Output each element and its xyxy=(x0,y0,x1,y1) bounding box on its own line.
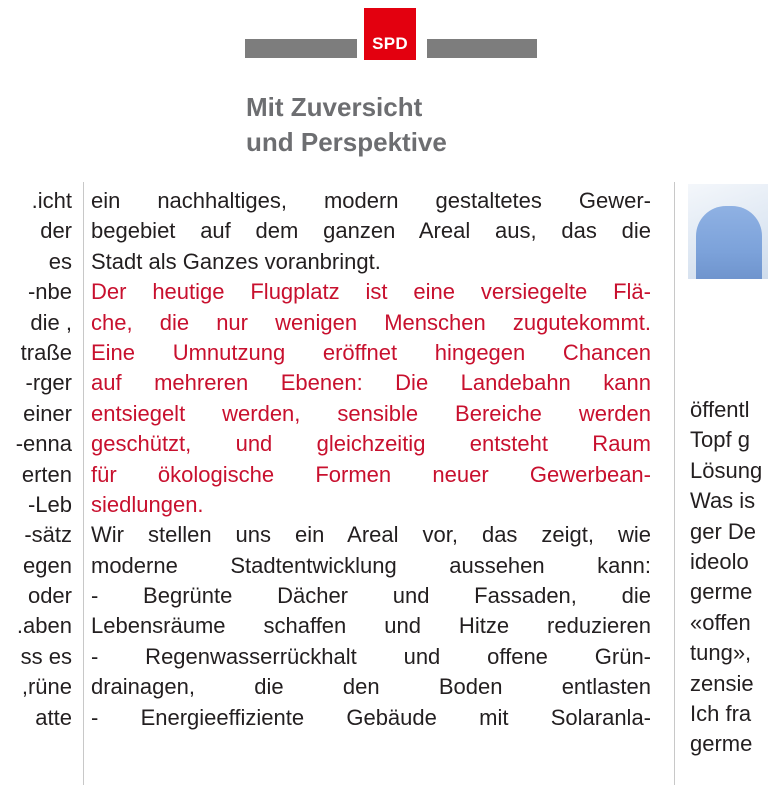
text-line: Wir stellen uns ein Areal vor, das zeigt, wie xyxy=(91,522,651,548)
text-line: ss es xyxy=(20,643,72,669)
text-line: atte xyxy=(35,704,72,730)
right-column xyxy=(690,395,768,760)
text-line: Der heutige Flugplatz ist eine versiegelte Flä- xyxy=(91,279,651,305)
tagline-line-2: und Perspektive xyxy=(246,127,447,157)
text-line: ideolo xyxy=(690,548,749,574)
text-line: Lösung xyxy=(690,457,763,483)
text-line: geschützt, und gleichzeitig entsteht Raum xyxy=(91,431,651,457)
text-line: ger De xyxy=(690,518,757,544)
portrait-shirt xyxy=(696,206,762,279)
tagline xyxy=(246,90,536,160)
list-item: - Energieeffiziente Gebäude mit Solaranla- xyxy=(91,704,651,730)
logo-bar-left xyxy=(245,39,357,58)
text-line: Topf g xyxy=(690,427,750,453)
text-line: oder xyxy=(27,583,72,609)
text-line: zensie xyxy=(690,670,754,696)
text-line: enna- xyxy=(15,431,72,457)
text-line: rüne, xyxy=(21,674,72,700)
middle-column xyxy=(91,186,651,733)
spd-logo: SPD xyxy=(364,8,416,60)
text-line: drainagen, die den Boden entlasten xyxy=(91,674,651,700)
text-line: moderne Stadtentwicklung aussehen kann: xyxy=(91,552,651,578)
text-line: der xyxy=(40,218,72,244)
column-divider-right xyxy=(674,182,675,785)
text-line: tung», xyxy=(690,640,752,666)
tagline-line-1: Mit Zuversicht xyxy=(246,92,423,122)
portrait-photo xyxy=(688,184,768,279)
text-line: Ich fra xyxy=(690,700,752,726)
paragraph-vision xyxy=(91,520,651,733)
text-line: germe xyxy=(690,579,753,605)
text-line: che, die nur wenigen Menschen zugutekommt. xyxy=(91,309,651,335)
text-line: es xyxy=(48,248,72,274)
text-line: aben. xyxy=(16,613,72,639)
left-column xyxy=(0,186,72,733)
text-line: , die xyxy=(30,309,72,335)
paragraph-intro xyxy=(91,186,651,277)
text-line: einer xyxy=(23,400,72,426)
text-line: sätz- xyxy=(24,522,72,548)
text-line: siedlungen. xyxy=(91,491,204,517)
text-line: öffentl xyxy=(690,397,750,422)
text-line: Eine Umnutzung eröffnet hingegen Chancen xyxy=(91,339,651,365)
text-line: Stadt als Ganzes voranbringt. xyxy=(91,248,381,274)
text-line: Was is xyxy=(690,488,756,514)
list-item: - Begrünte Dächer und Fassaden, die xyxy=(91,583,651,609)
text-line: für ökologische Formen neuer Gewerbean- xyxy=(91,461,651,487)
list-item: - Regenwasserrückhalt und offene Grün- xyxy=(91,643,651,669)
text-line: Lebensräume schaffen und Hitze reduzieren xyxy=(91,613,651,639)
text-line: ein nachhaltiges, modern gestaltetes Gewer- xyxy=(91,188,651,213)
column-divider-left xyxy=(83,182,84,785)
text-line: Leb- xyxy=(27,491,72,517)
text-line: auf mehreren Ebenen: Die Landebahn kann xyxy=(91,370,651,396)
text-line: traße xyxy=(20,339,72,365)
text-line: entsiegelt werden, sensible Bereiche werden xyxy=(91,400,651,426)
text-line: erten xyxy=(21,461,72,487)
paragraph-highlight xyxy=(91,277,651,520)
text-line: germe xyxy=(690,731,753,757)
text-line: rger- xyxy=(25,370,72,396)
text-line: egen xyxy=(23,552,72,578)
text-line: begebiet auf dem ganzen Areal aus, das die xyxy=(91,218,651,244)
text-line: icht. xyxy=(31,188,72,213)
text-line: nbe- xyxy=(27,279,72,305)
text-line: «offen xyxy=(690,609,751,635)
logo-bar-right xyxy=(427,39,537,58)
